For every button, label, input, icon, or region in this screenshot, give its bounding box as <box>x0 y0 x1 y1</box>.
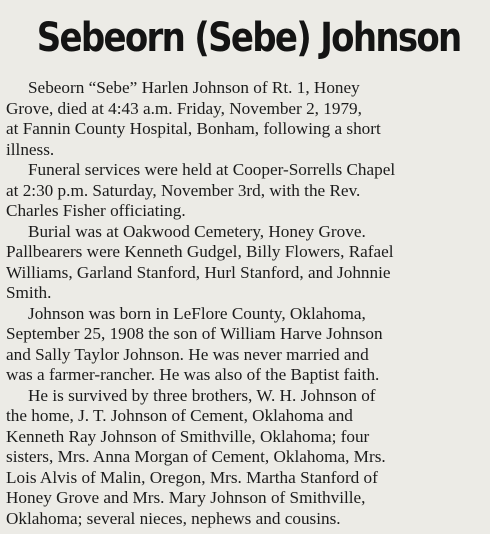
obituary-line: Burial was at Oakwood Cemetery, Honey Grove. <box>28 221 366 241</box>
obituary-line: sisters, Mrs. Anna Morgan of Cement, Oklahoma, Mrs. <box>6 447 386 466</box>
obituary-line: Grove, died at 4:43 a.m. Friday, November 2, 1979, <box>6 98 362 118</box>
obituary-line: Pallbearers were Kenneth Gudgel, Billy Flowers, Rafael <box>6 242 394 261</box>
obituary-line: Johnson was born in LeFlore County, Oklahoma, <box>28 303 366 323</box>
obituary-line: Oklahoma; several nieces, nephews and cousins. <box>6 508 341 528</box>
page-edge <box>490 0 498 534</box>
obituary-line: at 2:30 p.m. Saturday, November 3rd, with the Rev. <box>6 180 361 200</box>
obituary-body <box>6 78 482 529</box>
obituary-line: He is survived by three brothers, W. H. Johnson of <box>28 385 376 405</box>
obituary-line: and Sally Taylor Johnson. He was never married and <box>6 344 369 364</box>
obituary-line: Smith. <box>6 283 52 302</box>
obituary-line: Charles Fisher officiating. <box>6 201 186 220</box>
obituary-line: the home, J. T. Johnson of Cement, Oklahoma and <box>6 406 353 425</box>
obituary-headline: Sebeorn (Sebe) Johnson <box>36 15 461 61</box>
obituary-line: Honey Grove and Mrs. Mary Johnson of Smithville, <box>6 488 366 507</box>
obituary-line: Kenneth Ray Johnson of Smithville, Oklahoma; four <box>6 426 370 446</box>
obituary-line: Sebeorn “Sebe” Harlen Johnson of Rt. 1, Honey <box>28 78 360 97</box>
obituary-line: was a farmer-rancher. He was also of the Baptist faith. <box>6 365 380 384</box>
obituary-line: September 25, 1908 the son of William Harve Johnson <box>6 324 383 343</box>
obituary-line: Lois Alvis of Malin, Oregon, Mrs. Martha Stanford of <box>6 467 378 487</box>
obituary-line: Funeral services were held at Cooper-Sorrells Chapel <box>28 160 396 179</box>
obituary-line: illness. <box>6 139 55 159</box>
obituary-line: Williams, Garland Stanford, Hurl Stanford, and Johnnie <box>6 262 391 282</box>
obituary-line: at Fannin County Hospital, Bonham, following a short <box>6 119 381 138</box>
